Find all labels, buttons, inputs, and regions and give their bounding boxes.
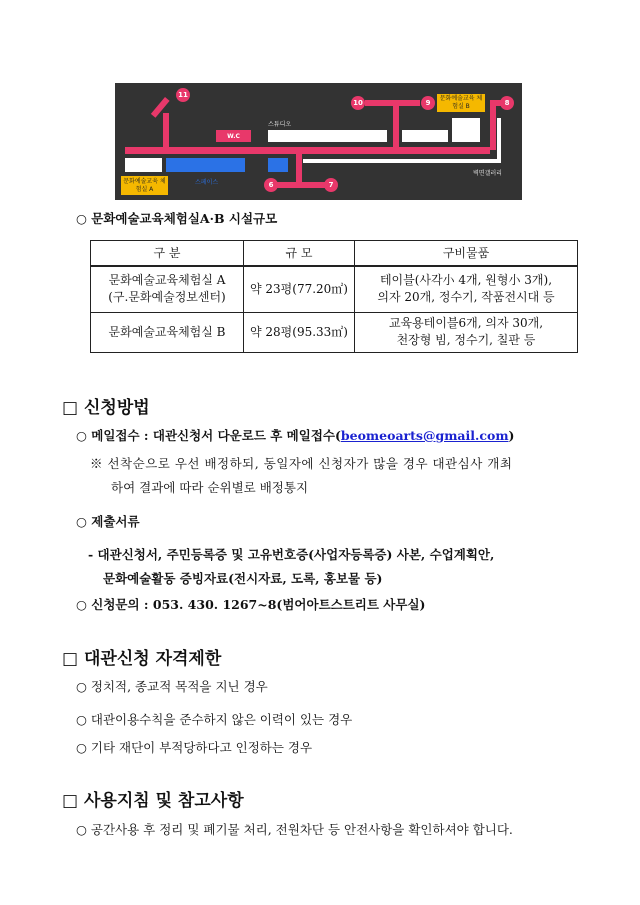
restrict-item: ○ 대관이용수칙을 준수하지 않은 이력이 있는 경우: [76, 712, 353, 727]
col-header: 구 분: [91, 241, 244, 267]
cell-line: 테이블(사각小 4개, 원형小 3개),: [379, 273, 553, 288]
col-header: 규 모: [244, 241, 355, 267]
email-line: [76, 426, 514, 444]
cell-line: 천장형 빔, 정수기, 칠판 등: [396, 333, 536, 347]
guide-item: ○ 공간사용 후 정리 및 폐기물 처리, 전원차단 등 안전사항을 확인하셔야 합니다.: [76, 822, 513, 837]
email-text: ○ 메일접수 : 대관신청서 다운로드 후 메일접수(: [76, 428, 341, 443]
table-row: [91, 266, 578, 312]
table-row: [91, 312, 578, 352]
room: [402, 130, 448, 142]
docs-line: - 대관신청서, 주민등록증 및 고유번호증(사업자등록증) 사본, 수업계획안,: [88, 547, 495, 562]
studio-label: 스튜디오: [268, 121, 292, 128]
room: [125, 158, 162, 172]
wall-gallery-label: 벽면갤러리: [473, 170, 502, 177]
corridor: [163, 113, 169, 151]
room: [452, 118, 480, 142]
wc-label: W.C: [216, 130, 251, 142]
room-a-label: 문화예술교육 체험실 A: [121, 176, 168, 195]
marker-7: 7: [324, 178, 338, 192]
email-link[interactable]: beomeoarts@gmail.com: [340, 428, 509, 443]
marker-6: 6: [264, 178, 278, 192]
restrict-heading: □ 대관신청 자격제한: [62, 649, 222, 669]
note-line: ※ 선착순으로 우선 배정하되, 동일자에 신청자가 많을 경우 대관심사 개최: [90, 456, 513, 471]
wall-gallery: [303, 159, 501, 163]
corridor: [490, 100, 496, 150]
space-label: 스페이스: [195, 179, 219, 186]
room-b-label: 문화예술교육 체험실 B: [437, 94, 485, 112]
apply-heading: □ 신청방법: [62, 398, 150, 418]
studio-room: [268, 130, 387, 142]
items-cell: [355, 312, 578, 352]
marker-11: 11: [176, 88, 190, 102]
corridor: [393, 103, 399, 149]
docs-heading: ○ 제출서류: [76, 514, 140, 529]
cell-line: 교육용테이블6개, 의자 30개,: [388, 316, 544, 330]
size-cell: 약 28평(95.33㎡): [244, 312, 355, 352]
room-name-cell: [91, 266, 244, 312]
facility-table: [90, 240, 578, 353]
space-room: [268, 158, 288, 172]
main-corridor: [125, 147, 490, 154]
inquiry-line: ○ 신청문의 : 053. 430. 1267~8(범어아트스트리트 사무실): [76, 597, 426, 612]
email-suffix: ): [508, 428, 515, 443]
guide-heading: □ 사용지침 및 참고사항: [62, 791, 244, 811]
note-line: 하여 결과에 따라 순위별로 배정통지: [111, 480, 309, 495]
marker-9: 9: [421, 96, 435, 110]
col-header: 구비물품: [355, 241, 578, 267]
cell-line: (구.문화예술정보센터): [108, 290, 226, 305]
room-name-cell: 문화예술교육체험실 B: [91, 312, 244, 352]
facility-heading: ○ 문화예술교육체험실A·B 시설규모: [76, 211, 278, 226]
cell-line: 의자 20개, 정수기, 작품전시대 등: [377, 290, 555, 305]
corridor: [275, 182, 327, 188]
floor-map: [115, 83, 522, 200]
items-cell: [355, 266, 578, 312]
marker-10: 10: [351, 96, 365, 110]
wall-gallery: [497, 118, 501, 163]
size-cell: 약 23평(77.20㎡): [244, 266, 355, 312]
restrict-item: ○ 기타 재단이 부적당하다고 인정하는 경우: [76, 740, 313, 755]
space-room: [166, 158, 245, 172]
marker-8: 8: [500, 96, 514, 110]
cell-line: 문화예술교육체험실 A: [108, 273, 226, 288]
docs-line: 문화예술활동 증빙자료(전시자료, 도록, 홍보물 등): [103, 571, 383, 586]
restrict-item: ○ 정치적, 종교적 목적을 지닌 경우: [76, 679, 268, 694]
